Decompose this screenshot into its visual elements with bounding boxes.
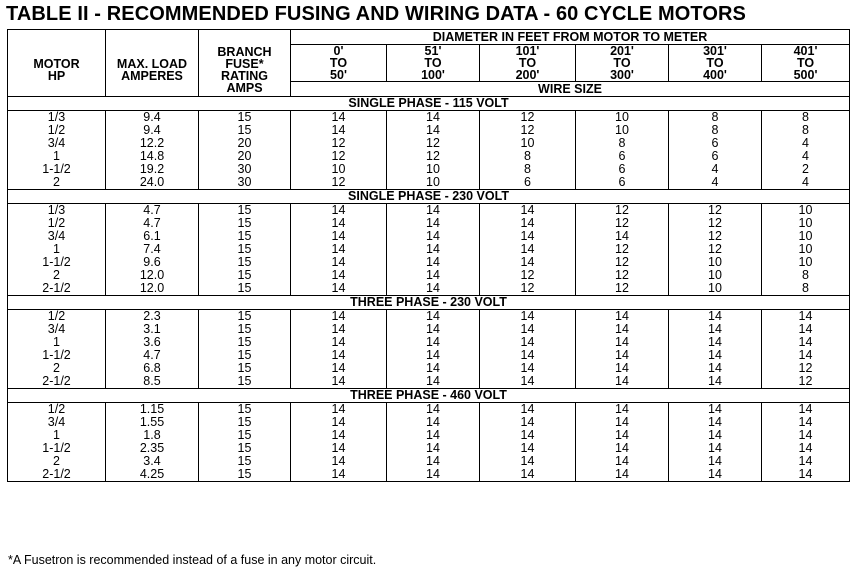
table-cell: 4.7	[106, 349, 199, 362]
table-cell: 14	[669, 310, 762, 324]
table-cell: 12	[291, 176, 387, 190]
table-cell: 14	[291, 362, 387, 375]
table-cell: 8	[576, 137, 669, 150]
table-cell: 14	[669, 416, 762, 429]
table-cell: 12	[291, 150, 387, 163]
header-blank-1	[8, 30, 106, 45]
table-cell: 14	[387, 403, 480, 417]
table-cell: 14	[387, 243, 480, 256]
table-cell: 14	[762, 310, 850, 324]
table-cell: 14	[669, 403, 762, 417]
table-cell: 15	[199, 455, 291, 468]
table-cell: 14	[576, 403, 669, 417]
table-cell: 14	[669, 375, 762, 389]
table-cell: 14	[669, 442, 762, 455]
range-header-301-400: 301' TO 400'	[669, 45, 762, 82]
table-cell: 12	[291, 137, 387, 150]
table-cell: 15	[199, 468, 291, 482]
table-cell: 14	[576, 455, 669, 468]
table-cell: 14	[669, 349, 762, 362]
table-cell: 12	[480, 282, 576, 296]
table-cell: 10	[387, 163, 480, 176]
table-cell: 14	[291, 282, 387, 296]
table-cell: 14	[387, 269, 480, 282]
table-cell: 12	[576, 217, 669, 230]
table-cell: 14	[480, 323, 576, 336]
table-cell: 14	[762, 442, 850, 455]
table-cell: 14	[480, 349, 576, 362]
table-cell: 14	[762, 416, 850, 429]
table-cell: 12	[480, 269, 576, 282]
table-cell: 14	[387, 310, 480, 324]
table-cell: 14	[480, 455, 576, 468]
table-cell: 15	[199, 375, 291, 389]
table-cell: 8	[669, 111, 762, 125]
table-cell: 1/2	[8, 310, 106, 324]
section-header-row	[8, 190, 850, 204]
table-cell: 14	[480, 442, 576, 455]
table-cell: 14	[576, 230, 669, 243]
table-cell: 15	[199, 124, 291, 137]
table-cell: 8	[480, 150, 576, 163]
table-cell: 14	[291, 468, 387, 482]
table-cell: 14	[669, 323, 762, 336]
table-cell: 15	[199, 416, 291, 429]
table-cell: 14	[291, 375, 387, 389]
table-cell: 10	[762, 204, 850, 218]
table-cell: 14	[669, 455, 762, 468]
table-cell: 12.0	[106, 282, 199, 296]
table-cell: 14	[576, 349, 669, 362]
table-cell: 14	[576, 310, 669, 324]
table-cell: 14	[480, 336, 576, 349]
table-cell: 14	[480, 217, 576, 230]
table-cell: 15	[199, 243, 291, 256]
table-cell: 3.4	[106, 455, 199, 468]
table-cell: 1-1/2	[8, 256, 106, 269]
table-cell: 10	[576, 124, 669, 137]
table-cell: 12	[576, 282, 669, 296]
table-cell: 14	[762, 349, 850, 362]
table-cell: 14	[762, 455, 850, 468]
table-title: TABLE II - RECOMMENDED FUSING AND WIRING DATA - 60 CYCLE MOTORS	[6, 3, 747, 25]
table-cell: 2-1/2	[8, 375, 106, 389]
table-cell: 14	[291, 429, 387, 442]
table-cell: 14.8	[106, 150, 199, 163]
table-cell: 15	[199, 349, 291, 362]
table-cell: 14	[576, 416, 669, 429]
table-cell: 14	[480, 416, 576, 429]
table-cell: 8	[762, 124, 850, 137]
table-cell: 14	[291, 455, 387, 468]
table-cell: 14	[387, 349, 480, 362]
table-cell: 14	[291, 269, 387, 282]
table-cell: 14	[387, 416, 480, 429]
header-blank-2	[106, 30, 199, 45]
table-cell: 1/2	[8, 124, 106, 137]
table-cell: 14	[480, 310, 576, 324]
table-cell: 24.0	[106, 176, 199, 190]
section-label: SINGLE PHASE - 230 VOLT	[8, 190, 850, 204]
table-cell: 1.15	[106, 403, 199, 417]
table-cell: 14	[480, 362, 576, 375]
table-cell: 6	[480, 176, 576, 190]
table-cell: 12	[480, 124, 576, 137]
table-cell: 10	[762, 217, 850, 230]
table-cell: 14	[291, 403, 387, 417]
table-cell: 6	[576, 150, 669, 163]
table-cell: 10	[480, 137, 576, 150]
table-cell: 14	[480, 230, 576, 243]
table-cell: 8	[762, 282, 850, 296]
table-cell: 14	[291, 243, 387, 256]
table-cell: 10	[669, 269, 762, 282]
table-cell: 14	[576, 429, 669, 442]
table-cell: 12	[576, 269, 669, 282]
table-cell: 2	[8, 362, 106, 375]
table-cell: 12	[576, 204, 669, 218]
table-cell: 1/3	[8, 204, 106, 218]
table-cell: 10	[387, 176, 480, 190]
table-cell: 14	[387, 375, 480, 389]
table-cell: 15	[199, 323, 291, 336]
table-cell: 6	[669, 150, 762, 163]
table-cell: 14	[291, 204, 387, 218]
motor-hp-header: MOTOR HP	[8, 45, 106, 97]
table-cell: 15	[199, 111, 291, 125]
table-cell: 1-1/2	[8, 349, 106, 362]
fusing-wiring-table	[7, 29, 850, 482]
table-cell: 15	[199, 403, 291, 417]
table-cell: 14	[762, 323, 850, 336]
table-cell: 8	[480, 163, 576, 176]
table-cell: 30	[199, 163, 291, 176]
table-cell: 4	[669, 176, 762, 190]
table-cell: 14	[387, 455, 480, 468]
table-cell: 3/4	[8, 137, 106, 150]
header-blank-3	[199, 30, 291, 45]
table-cell: 14	[387, 442, 480, 455]
table-cell: 12.2	[106, 137, 199, 150]
table-cell: 14	[480, 403, 576, 417]
table-cell: 14	[387, 323, 480, 336]
table-cell: 4	[762, 150, 850, 163]
table-cell: 15	[199, 336, 291, 349]
table-cell: 14	[291, 416, 387, 429]
table-cell: 6.8	[106, 362, 199, 375]
table-cell: 14	[762, 468, 850, 482]
table-cell: 14	[291, 217, 387, 230]
section-header-row	[8, 389, 850, 403]
table-cell: 8	[669, 124, 762, 137]
table-row	[8, 111, 850, 125]
table-cell: 8	[762, 111, 850, 125]
table-cell: 2.35	[106, 442, 199, 455]
table-cell: 12	[576, 243, 669, 256]
table-cell: 2	[8, 176, 106, 190]
table-cell: 14	[387, 217, 480, 230]
table-cell: 10	[762, 230, 850, 243]
table-cell: 20	[199, 137, 291, 150]
table-cell: 12	[387, 150, 480, 163]
table-cell: 3.6	[106, 336, 199, 349]
table-cell: 14	[291, 310, 387, 324]
table-cell: 14	[387, 204, 480, 218]
table-cell: 10	[669, 256, 762, 269]
table-cell: 4	[762, 176, 850, 190]
table-cell: 2.3	[106, 310, 199, 324]
table-cell: 14	[387, 362, 480, 375]
table-cell: 14	[387, 336, 480, 349]
table-cell: 2	[8, 269, 106, 282]
table-cell: 1-1/2	[8, 442, 106, 455]
table-cell: 12	[762, 375, 850, 389]
table-cell: 14	[387, 230, 480, 243]
table-row	[8, 310, 850, 324]
table-cell: 14	[669, 429, 762, 442]
section-label: THREE PHASE - 460 VOLT	[8, 389, 850, 403]
diameter-header: DIAMETER IN FEET FROM MOTOR TO METER	[291, 30, 850, 45]
table-cell: 15	[199, 282, 291, 296]
table-cell: 6	[669, 137, 762, 150]
table-cell: 4.25	[106, 468, 199, 482]
table-cell: 15	[199, 429, 291, 442]
table-cell: 3.1	[106, 323, 199, 336]
table-row	[8, 403, 850, 417]
table-cell: 3/4	[8, 323, 106, 336]
table-cell: 7.4	[106, 243, 199, 256]
section-header-row	[8, 296, 850, 310]
table-cell: 4.7	[106, 217, 199, 230]
range-header-401-500: 401' TO 500'	[762, 45, 850, 82]
table-cell: 19.2	[106, 163, 199, 176]
max-load-header: MAX. LOAD AMPERES	[106, 45, 199, 97]
table-cell: 1.8	[106, 429, 199, 442]
table-cell: 14	[291, 124, 387, 137]
table-cell: 10	[576, 111, 669, 125]
table-cell: 8.5	[106, 375, 199, 389]
table-cell: 15	[199, 442, 291, 455]
table-cell: 6.1	[106, 230, 199, 243]
table-cell: 9.4	[106, 124, 199, 137]
table-cell: 12	[762, 362, 850, 375]
table-cell: 14	[387, 124, 480, 137]
table-cell: 12	[387, 137, 480, 150]
section-label: SINGLE PHASE - 115 VOLT	[8, 97, 850, 111]
table-cell: 6	[576, 163, 669, 176]
table-cell: 14	[291, 323, 387, 336]
table-cell: 12	[480, 111, 576, 125]
table-cell: 14	[291, 230, 387, 243]
table-cell: 14	[669, 468, 762, 482]
table-cell: 10	[669, 282, 762, 296]
table-cell: 15	[199, 230, 291, 243]
table-cell: 4.7	[106, 204, 199, 218]
table-cell: 14	[576, 336, 669, 349]
section-header-row	[8, 97, 850, 111]
table-cell: 14	[480, 256, 576, 269]
table-cell: 14	[576, 468, 669, 482]
table-cell: 14	[291, 349, 387, 362]
table-cell: 1.55	[106, 416, 199, 429]
table-cell: 14	[387, 256, 480, 269]
table-cell: 12	[669, 217, 762, 230]
table-cell: 1/2	[8, 403, 106, 417]
range-header-51-100: 51' TO 100'	[387, 45, 480, 82]
table-cell: 6	[576, 176, 669, 190]
table-cell: 15	[199, 269, 291, 282]
table-cell: 14	[291, 442, 387, 455]
range-header-101-200: 101' TO 200'	[480, 45, 576, 82]
range-header-0-50: 0' TO 50'	[291, 45, 387, 82]
table-cell: 14	[576, 442, 669, 455]
table-cell: 12	[669, 204, 762, 218]
table-cell: 2	[762, 163, 850, 176]
table-cell: 14	[291, 111, 387, 125]
table-cell: 1/2	[8, 217, 106, 230]
table-cell: 14	[291, 256, 387, 269]
table-cell: 14	[387, 111, 480, 125]
table-cell: 14	[480, 468, 576, 482]
table-cell: 15	[199, 362, 291, 375]
table-cell: 15	[199, 310, 291, 324]
table-cell: 14	[480, 375, 576, 389]
table-cell: 9.4	[106, 111, 199, 125]
table-cell: 14	[291, 336, 387, 349]
table-cell: 1	[8, 243, 106, 256]
table-cell: 9.6	[106, 256, 199, 269]
table-cell: 14	[576, 323, 669, 336]
table-cell: 4	[669, 163, 762, 176]
table-row	[8, 375, 850, 389]
table-cell: 14	[576, 362, 669, 375]
table-cell: 1	[8, 150, 106, 163]
table-cell: 1	[8, 336, 106, 349]
table-cell: 2	[8, 455, 106, 468]
table-cell: 15	[199, 204, 291, 218]
table-cell: 14	[669, 362, 762, 375]
table-cell: 2-1/2	[8, 282, 106, 296]
branch-fuse-header: BRANCH FUSE* RATING AMPS	[199, 45, 291, 97]
table-cell: 15	[199, 256, 291, 269]
table-row	[8, 204, 850, 218]
table-cell: 14	[576, 375, 669, 389]
table-cell: 8	[762, 269, 850, 282]
table-cell: 14	[387, 282, 480, 296]
table-cell: 12	[576, 256, 669, 269]
table-cell: 1	[8, 429, 106, 442]
table-cell: 14	[480, 204, 576, 218]
table-row	[8, 282, 850, 296]
table-cell: 14	[480, 243, 576, 256]
table-cell: 10	[291, 163, 387, 176]
section-label: THREE PHASE - 230 VOLT	[8, 296, 850, 310]
table-cell: 14	[762, 403, 850, 417]
table-cell: 3/4	[8, 416, 106, 429]
table-cell: 14	[762, 336, 850, 349]
table-cell: 12.0	[106, 269, 199, 282]
table-cell: 1/3	[8, 111, 106, 125]
table-cell: 20	[199, 150, 291, 163]
table-row	[8, 176, 850, 190]
table-cell: 3/4	[8, 230, 106, 243]
table-cell: 14	[762, 429, 850, 442]
table-cell: 30	[199, 176, 291, 190]
table-cell: 2-1/2	[8, 468, 106, 482]
footnote: *A Fusetron is recommended instead of a fuse in any motor circuit.	[8, 553, 377, 567]
table-cell: 1-1/2	[8, 163, 106, 176]
table-cell: 4	[762, 137, 850, 150]
wire-size-header: WIRE SIZE	[291, 82, 850, 97]
range-header-201-300: 201' TO 300'	[576, 45, 669, 82]
table-cell: 12	[669, 243, 762, 256]
table-cell: 14	[669, 336, 762, 349]
table-cell: 15	[199, 217, 291, 230]
table-cell: 14	[387, 468, 480, 482]
table-cell: 14	[480, 429, 576, 442]
table-cell: 10	[762, 256, 850, 269]
table-cell: 14	[387, 429, 480, 442]
table-row	[8, 468, 850, 482]
table-cell: 12	[669, 230, 762, 243]
table-cell: 10	[762, 243, 850, 256]
